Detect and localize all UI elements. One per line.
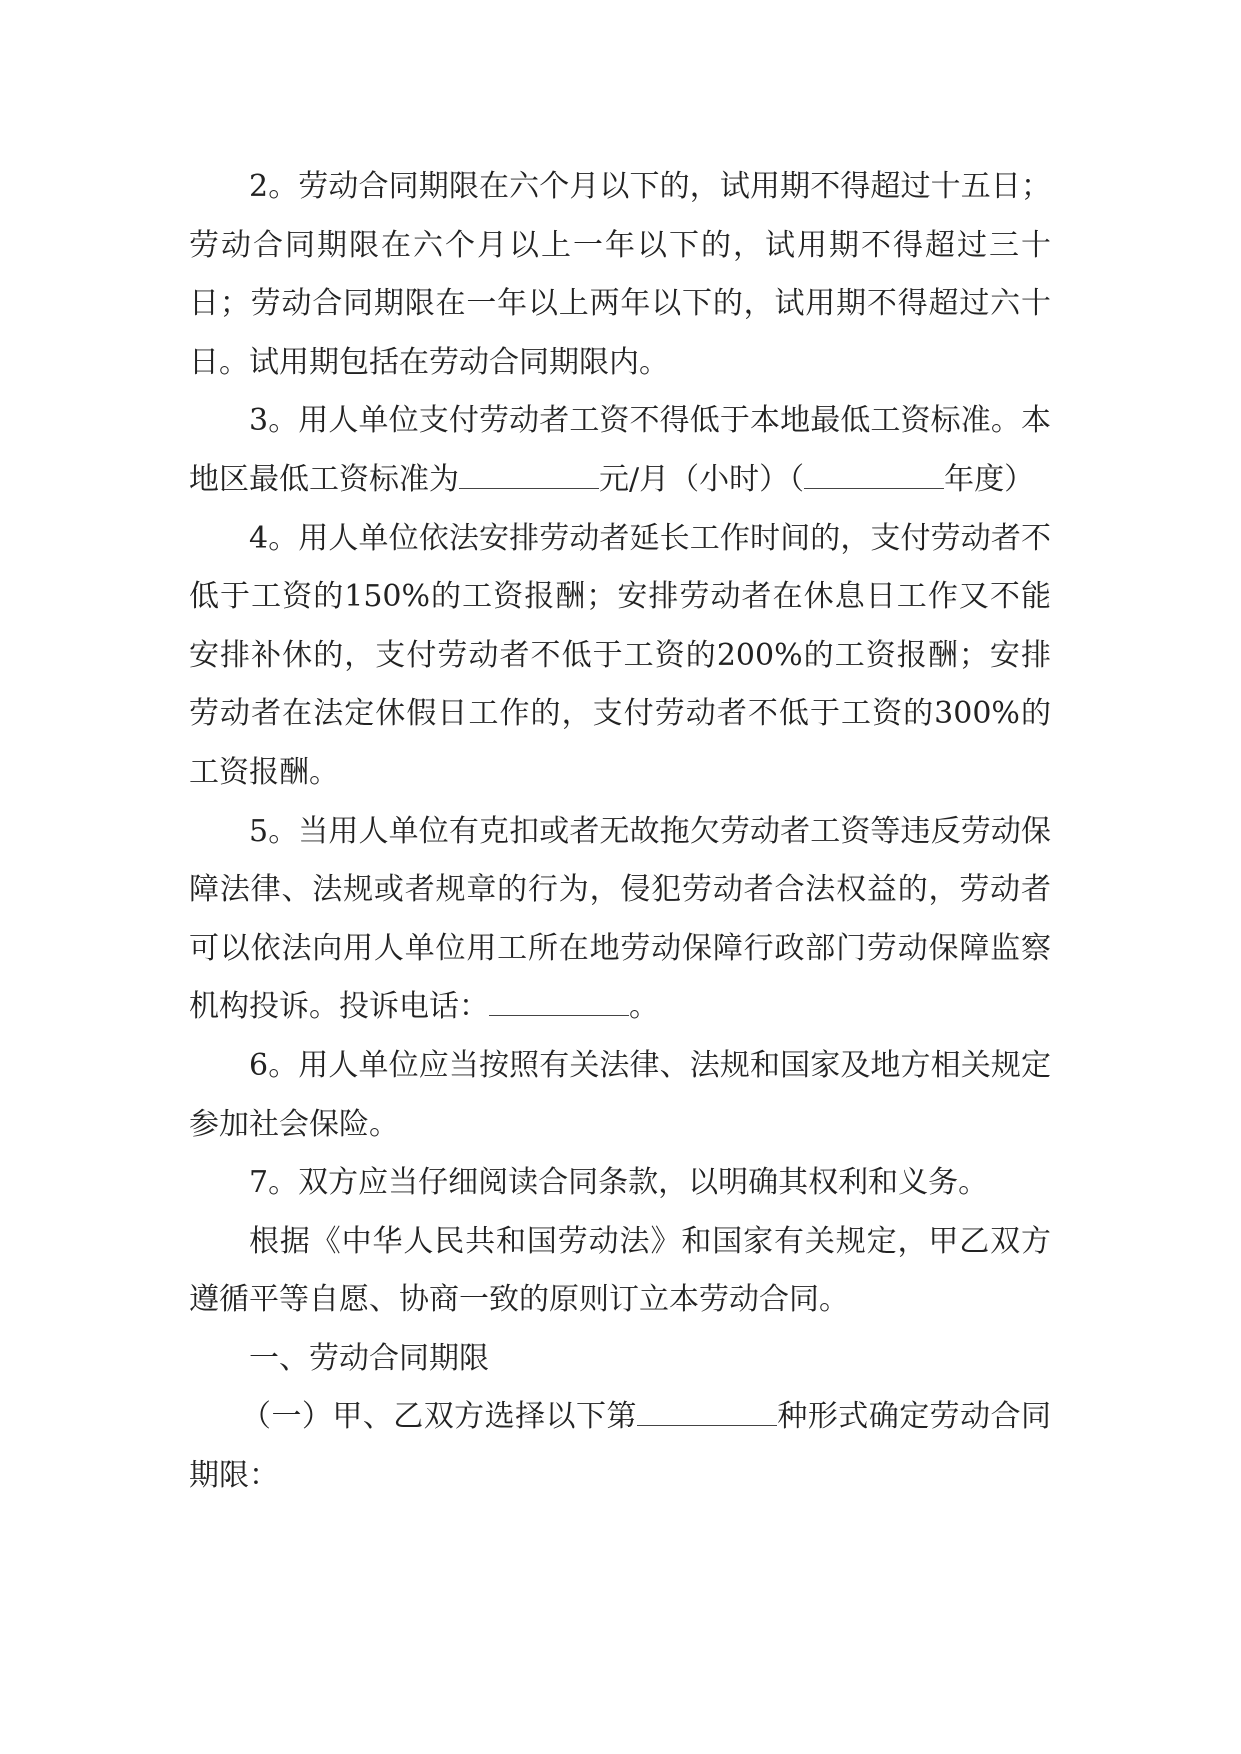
paragraph-text: （一）甲、乙双方选择以下第 [241, 1399, 637, 1435]
document-body [189, 158, 1051, 1506]
heading-text: 一、劳动合同期限 [249, 1340, 489, 1376]
paragraph-text: 5。当用人单位有克扣或者无故拖欠劳动者工资等违反劳动保障法律、法规或者规章的行为，侵犯劳动者合法权益的，劳动者可以依法向用人单位用工所在地劳动保障行政部门劳动保障监察机构投诉。投诉电话： [189, 813, 1051, 1025]
paragraph-text: 2。劳动合同期限在六个月以下的，试用期不得超过十五日；劳动合同期限在六个月以上一年以下的，试用期不得超过三十日；劳动合同期限在一年以上两年以下的，试用期不得超过六十日。试用期包括在劳动合同期限内。 [189, 169, 1051, 380]
form-choice-blank [637, 1401, 777, 1426]
paragraph-complaint [189, 803, 1051, 1037]
complaint-phone-blank [489, 991, 629, 1016]
paragraph-text: 。 [629, 989, 659, 1025]
year-blank [804, 464, 944, 489]
paragraph-overtime-pay [189, 510, 1051, 803]
paragraph-text: 3。用人单位支付劳动者工资不得低于本地最低工资标准。本地区最低工资标准为 [189, 403, 1051, 497]
paragraph-minimum-wage [189, 392, 1051, 509]
paragraph-contract-form [189, 1388, 1051, 1505]
paragraph-text: 种形式确定劳动合同期限： [189, 1399, 1052, 1494]
paragraph-social-insurance [189, 1037, 1051, 1154]
paragraph-text: 年度） [944, 461, 1035, 497]
paragraph-legal-basis [189, 1213, 1051, 1330]
section-heading-contract-term [189, 1330, 1051, 1389]
paragraph-probation-period [189, 158, 1051, 392]
minimum-wage-blank [459, 464, 599, 489]
paragraph-read-terms [189, 1154, 1051, 1213]
paragraph-text: 元/月（小时）（ [599, 461, 805, 497]
paragraph-text: 根据《中华人民共和国劳动法》和国家有关规定，甲乙双方遵循平等自愿、协商一致的原则订立本劳动合同。 [189, 1223, 1051, 1318]
paragraph-text: 6。用人单位应当按照有关法律、法规和国家及地方相关规定参加社会保险。 [189, 1047, 1051, 1142]
paragraph-text: 7。双方应当仔细阅读合同条款，以明确其权利和义务。 [249, 1165, 989, 1201]
paragraph-text: 4。用人单位依法安排劳动者延长工作时间的，支付劳动者不低于工资的150%的工资报酬；安排劳动者在休息日工作又不能安排补休的，支付劳动者不低于工资的200%的工资报酬；安排劳动者在法定休假日工作的，支付劳动者不低于工资的300%的工资报酬。 [189, 520, 1051, 790]
